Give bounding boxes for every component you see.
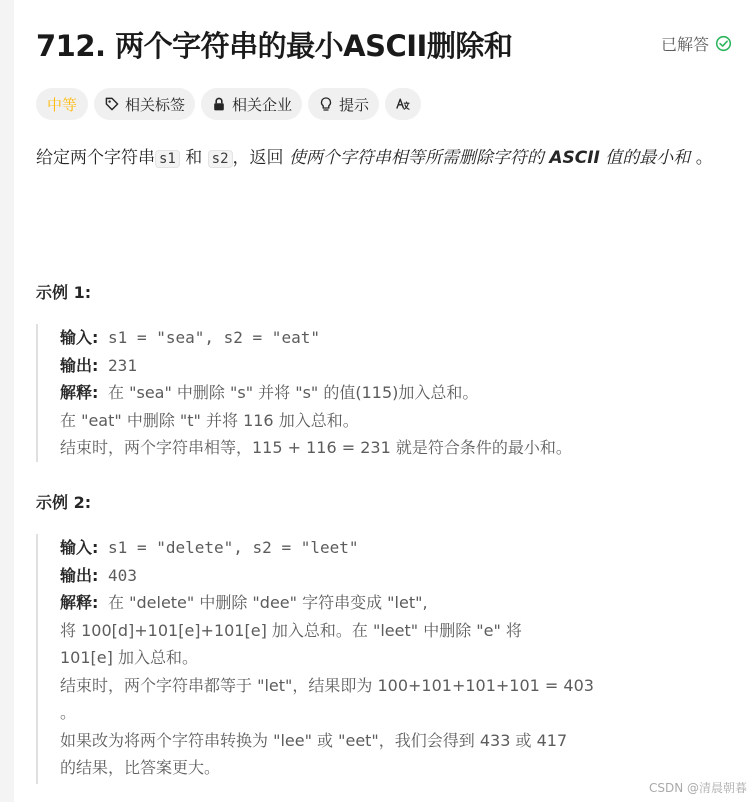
solved-status (661, 32, 732, 55)
input-label: 输入: (60, 538, 99, 557)
explain-line: 如果改为将两个字符串转换为 "lee" 或 "eet"，我们会得到 433 或 417 (60, 730, 568, 750)
input-value: s1 = "sea", s2 = "eat" (108, 328, 320, 347)
output-value: 403 (108, 565, 137, 585)
inline-code-s1: s1 (155, 150, 180, 168)
difficulty-label: 中等 (47, 95, 78, 114)
desc-end: 。 (695, 148, 713, 168)
watermark: CSDN @清晨朝暮 (648, 781, 747, 795)
title-row (36, 26, 736, 70)
explain-line: 结束时，两个字符串都等于 "let"，结果即为 100+101+101+101 = 403 (60, 675, 594, 695)
desc-text-return: ，返回 (232, 148, 284, 168)
example-1-output (60, 352, 755, 380)
hint-label: 提示 (339, 95, 370, 114)
tag-icon (104, 96, 120, 112)
example-2-input (60, 534, 755, 562)
difficulty-badge[interactable] (36, 88, 88, 120)
desc-emphasis (289, 148, 690, 168)
tag-bar (36, 88, 421, 120)
explain-line: 结束时，两个字符串相等，115 + 116 = 231 就是符合条件的最小和。 (60, 438, 572, 457)
explain-label: 解释: (60, 593, 99, 612)
input-label: 输入: (60, 328, 99, 347)
left-panel-edge (0, 0, 14, 802)
explain-line: 101[e] 加入总和。 (60, 648, 198, 667)
desc-text-and: 和 (185, 148, 203, 168)
example-1-input (60, 324, 755, 352)
explain-line: 。 (60, 703, 77, 722)
explain-line: 将 100[d]+101[e]+101[e] 加入总和。在 "leet" 中删除 "e" 将 (60, 620, 522, 640)
check-circle-icon (715, 35, 732, 52)
input-value: s1 = "delete", s2 = "leet" (108, 538, 359, 557)
explain-label: 解释: (60, 383, 99, 402)
output-label: 输出: (60, 355, 99, 375)
example-2-block (36, 534, 755, 784)
problem-description (36, 144, 736, 173)
related-tags-label: 相关标签 (125, 95, 186, 114)
explain-line: 在 "sea" 中删除 "s" 并将 "s" 的值(115)加入总和。 (108, 383, 479, 402)
related-companies-label: 相关企业 (232, 95, 293, 114)
desc-ascii: ASCII (549, 148, 600, 168)
example-1-block (36, 324, 755, 462)
related-companies-button[interactable] (201, 88, 302, 120)
translate-button[interactable] (385, 88, 421, 120)
problem-title: 712. 两个字符串的最小ASCII删除和 (36, 29, 513, 63)
output-value: 231 (108, 355, 137, 375)
solved-label: 已解答 (660, 35, 709, 54)
example-1-explain (60, 379, 755, 407)
example-2-output (60, 562, 755, 590)
output-label: 输出: (60, 565, 99, 585)
desc-emph-text-2: 值的最小和 (605, 148, 691, 168)
desc-emph-text: 使两个字符串相等所需删除字符的 (288, 148, 544, 168)
lightbulb-icon (318, 96, 334, 112)
desc-text: 给定两个字符串 (36, 148, 155, 168)
inline-code-s2: s2 (208, 150, 233, 168)
lock-icon (211, 96, 227, 112)
example-2-heading: 示例 2: (36, 493, 92, 512)
explain-line: 在 "eat" 中删除 "t" 并将 116 加入总和。 (60, 410, 359, 430)
explain-line: 的结果，比答案更大。 (60, 758, 221, 777)
example-1-heading: 示例 1: (36, 283, 92, 302)
hint-button[interactable] (308, 88, 379, 120)
related-tags-button[interactable] (94, 88, 195, 120)
translate-icon (395, 96, 411, 112)
example-2-explain (60, 589, 755, 617)
explain-line: 在 "delete" 中删除 "dee" 字符串变成 "let", (108, 593, 428, 612)
